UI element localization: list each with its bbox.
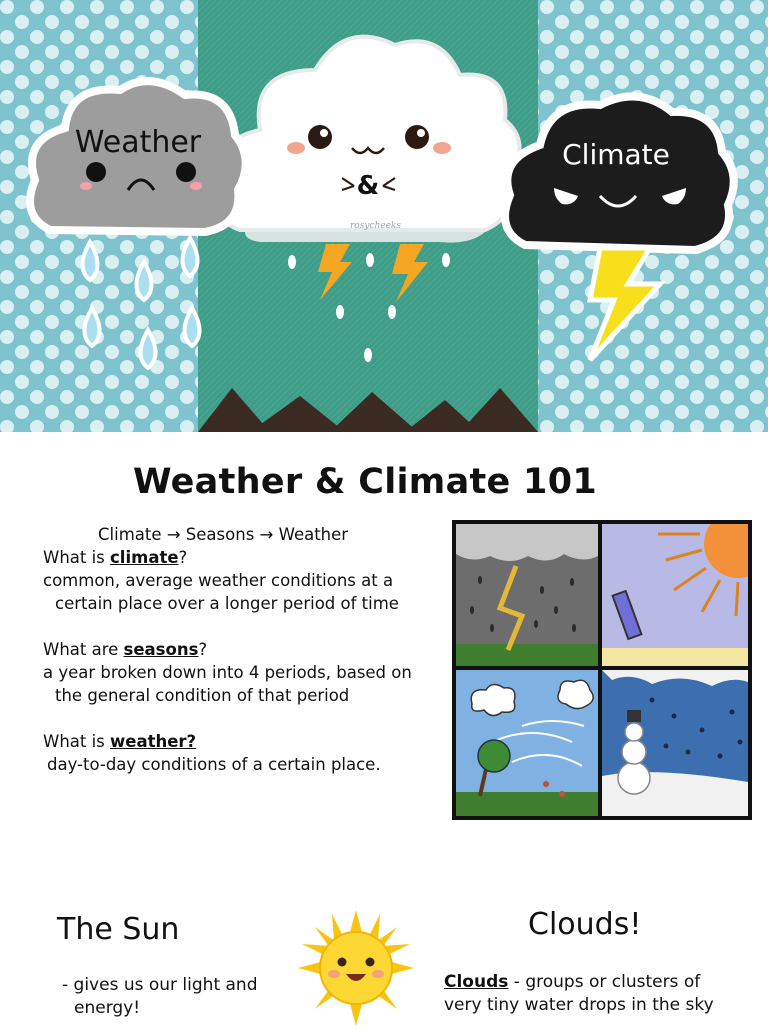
watermark-text: rosycheeks xyxy=(350,221,401,231)
question-prefix: What is xyxy=(43,732,111,751)
seasons-question xyxy=(43,638,443,661)
smiling-sun-icon xyxy=(296,908,416,1028)
climate-cloud-label: Climate xyxy=(562,138,670,171)
weather-question xyxy=(43,730,443,753)
question-suffix: ? xyxy=(178,548,188,567)
flow-line: Climate → Seasons → Weather xyxy=(98,525,349,544)
sun-heading: The Sun xyxy=(57,912,180,947)
winter-quadrant-image xyxy=(602,670,748,816)
question-suffix: ? xyxy=(198,640,208,659)
climate-keyword: climate xyxy=(110,548,179,567)
sun-bullet-line-1: - gives us our light and xyxy=(62,975,258,995)
clouds-term: Clouds xyxy=(444,972,509,992)
summer-quadrant-image xyxy=(602,520,752,666)
clouds-description xyxy=(444,971,754,1017)
weather-answer: day-to-day conditions of a certain place. xyxy=(47,755,381,774)
clouds-heading: Clouds! xyxy=(528,907,642,942)
seasons-answer-line-2: the general condition of that period xyxy=(55,686,350,705)
climate-question xyxy=(43,546,443,569)
clouds-definition-text: - groups or clusters of xyxy=(508,972,701,992)
sun-bullet-line-2: energy! xyxy=(74,998,141,1018)
seasons-answer-line-1: a year broken down into 4 periods, based on xyxy=(43,663,412,682)
climate-answer-line-1: common, average weather conditions at a xyxy=(43,571,394,590)
seasons-keyword: seasons xyxy=(123,640,199,659)
sun-description xyxy=(62,974,302,1020)
clouds-definition-line-1 xyxy=(444,971,754,994)
weather-keyword: weather? xyxy=(110,732,197,751)
header-banner-illustration xyxy=(0,0,768,432)
ampersand-label: & xyxy=(356,171,380,201)
page-title: Weather & Climate 101 xyxy=(132,462,598,502)
clouds-definition-line-2: very tiny water drops in the sky xyxy=(444,995,714,1015)
windy-quadrant-image xyxy=(456,670,598,816)
question-prefix: What is xyxy=(43,548,111,567)
question-prefix: What are xyxy=(43,640,124,659)
storm-quadrant-image xyxy=(456,524,598,666)
climate-answer-line-2: certain place over a longer period of time xyxy=(55,594,399,613)
weather-cloud-label: Weather xyxy=(74,125,202,160)
four-seasons-illustration xyxy=(452,520,752,820)
intro-definitions xyxy=(43,523,443,776)
